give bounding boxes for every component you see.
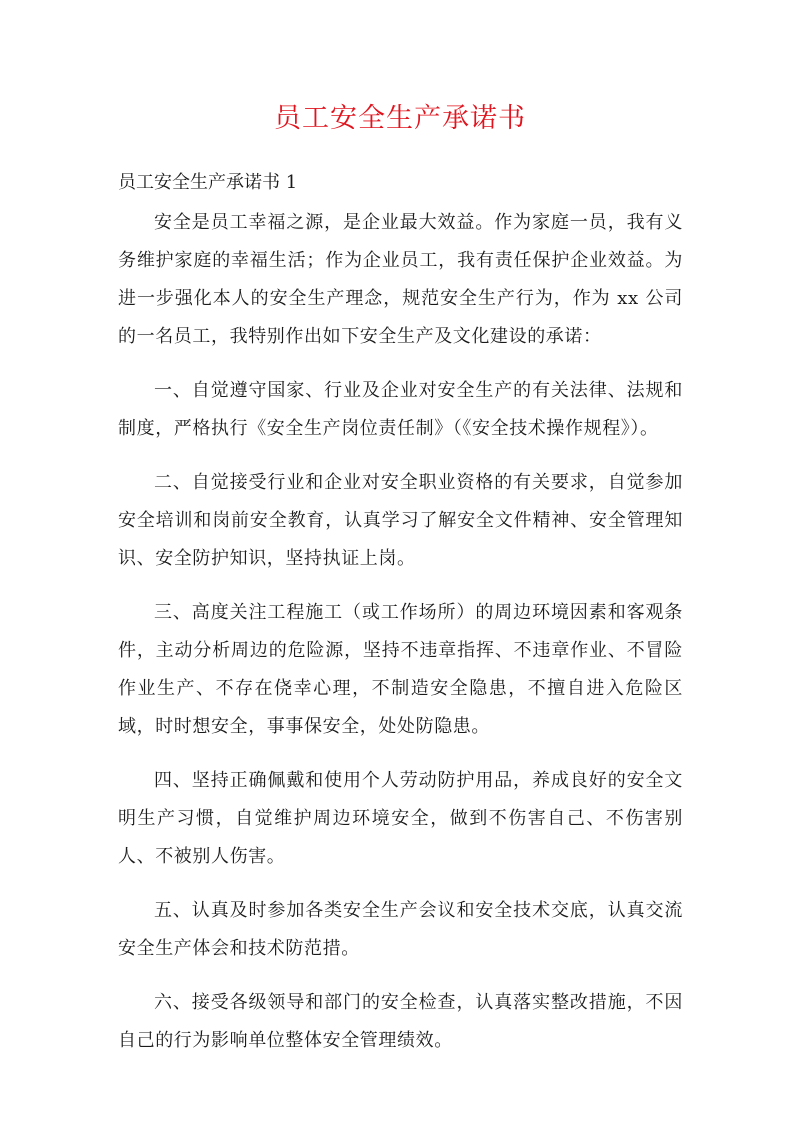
document-subtitle: 员工安全生产承诺书 1 xyxy=(118,172,298,193)
paragraph-intro: 安全是员工幸福之源，是企业最大效益。作为家庭一员，我有义务维护家庭的幸福生活；作为企业员工，我有责任保护企业效益。为进一步强化本人的安全生产理念，规范安全生产行为，作为 xx 公司的一名员工，我特别作出如下安全生产及文化建设的承诺： xyxy=(118,212,683,347)
document-body xyxy=(118,204,683,1076)
paragraph-item-4: 四、坚持正确佩戴和使用个人劳动防护用品，养成良好的安全文明生产习惯，自觉维护周边环境安全，做到不伤害自己、不伤害别人、不被别人伤害。 xyxy=(118,770,683,867)
paragraph-item-2: 二、自觉接受行业和企业对安全职业资格的有关要求，自觉参加安全培训和岗前安全教育，认真学习了解安全文件精神、安全管理知识、安全防护知识，坚持执证上岗。 xyxy=(118,472,683,569)
paragraph-item-6: 六、接受各级领导和部门的安全检查，认真落实整改措施，不因自己的行为影响单位整体安全管理绩效。 xyxy=(118,992,683,1051)
paragraph-item-1: 一、自觉遵守国家、行业及企业对安全生产的有关法律、法规和制度，严格执行《安全生产岗位责任制》（《安全技术操作规程》）。 xyxy=(118,380,683,439)
paragraph-item-3: 三、高度关注工程施工（或工作场所）的周边环境因素和客观条件，主动分析周边的危险源，坚持不违章指挥、不违章作业、不冒险作业生产、不存在侥幸心理，不制造安全隐患，不擅自进入危险区域，时时想安全，事事保安全，处处防隐患。 xyxy=(118,602,683,737)
paragraph-item-5: 五、认真及时参加各类安全生产会议和安全技术交底，认真交流安全生产体会和技术防范措。 xyxy=(118,900,683,959)
document-title: 员工安全生产承诺书 xyxy=(274,103,526,134)
